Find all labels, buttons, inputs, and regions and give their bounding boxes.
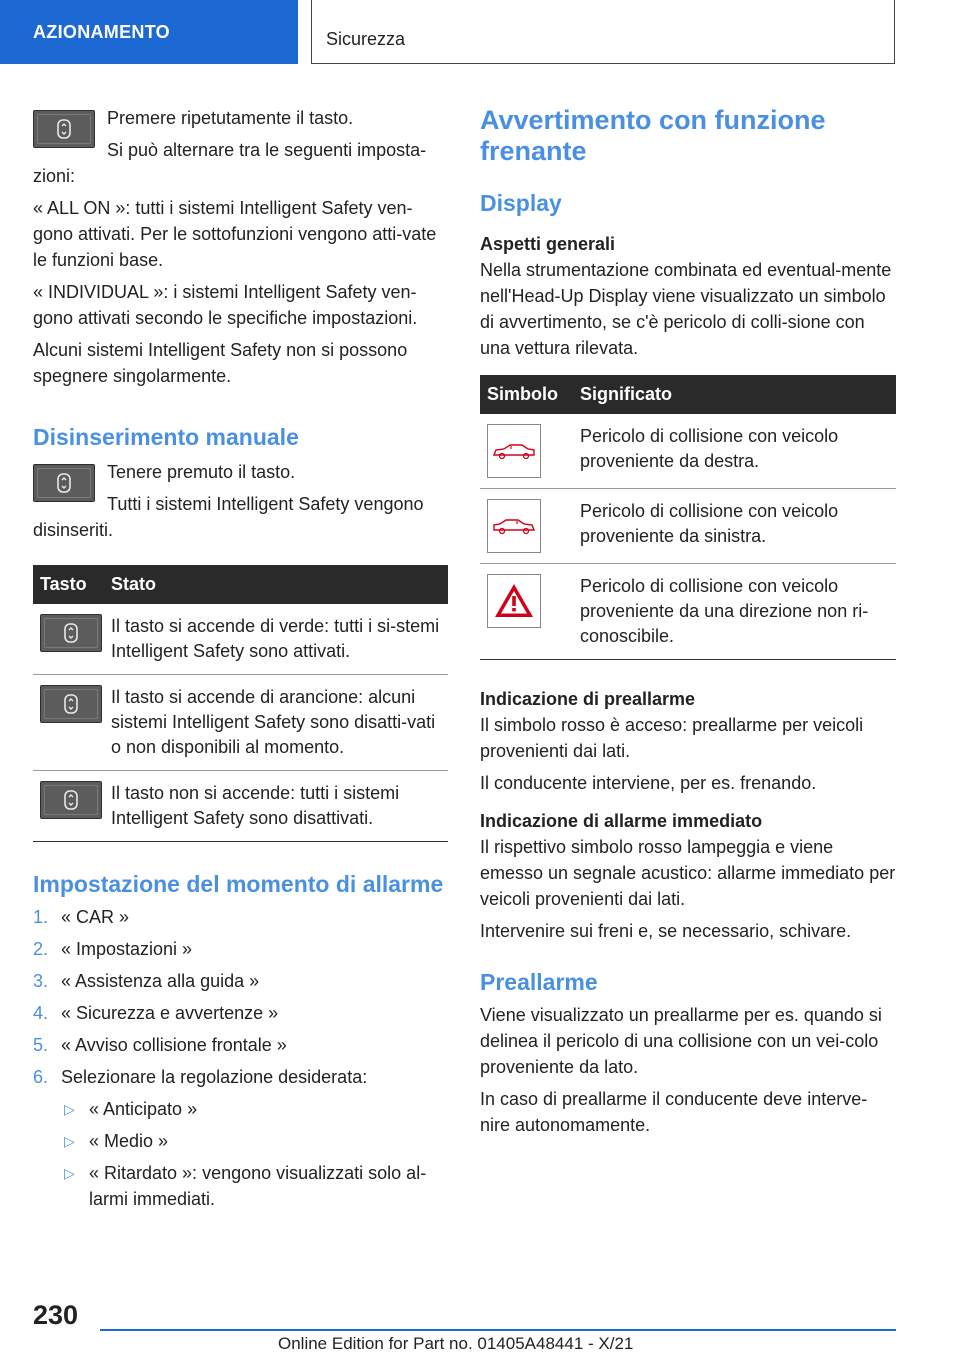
table-row — [33, 675, 448, 771]
individual-text: « INDIVIDUAL »: i sistemi Intelligent Safety ven-gono attivati secondo le specifiche impostazioni. — [33, 282, 418, 328]
list-item: 5. « Avviso collisione frontale » — [33, 1035, 287, 1055]
edition-footer: Online Edition for Part no. 01405A48441 - X/21 — [278, 1334, 634, 1353]
display-heading: Display — [480, 190, 562, 216]
car-right-warning-icon — [487, 424, 541, 478]
prealarm-heading: Preallarme — [480, 969, 598, 995]
state-cell: Il tasto non si accende: tutti i sistemi Intelligent Safety sono disattivati. — [104, 771, 448, 842]
triangle-marker-icon: ▷ — [64, 1133, 75, 1149]
list-item: 6. Selezionare la regolazione desiderata: — [33, 1067, 368, 1087]
table-row — [480, 414, 896, 489]
table-row — [480, 564, 896, 660]
manual-text-2: Tutti i sistemi Intelligent Safety vengono disinseriti. — [33, 494, 424, 540]
car-left-warning-icon — [487, 499, 541, 553]
list-item: ▷ « Ritardato »: vengono visualizzati solo al-larmi immediati. — [61, 1160, 448, 1212]
intro-text-2: Si può alternare tra le seguenti imposta-zioni: — [33, 140, 427, 186]
steps-list — [33, 904, 448, 1090]
manual-text-1: Tenere premuto il tasto. — [107, 462, 296, 482]
col-header-meaning: Significato — [573, 375, 896, 414]
page-title: Avvertimento con funzione frenante — [480, 105, 826, 166]
list-item: ▷ « Medio » — [61, 1128, 448, 1154]
prealarm-indication-text-2: Il conducente interviene, per es. frenando. — [480, 773, 817, 793]
state-cell: Il tasto si accende di verde: tutti i si-stemi Intelligent Safety sono attivati. — [104, 604, 448, 675]
page-number: 230 — [33, 1300, 79, 1330]
note-text: Alcuni sistemi Intelligent Safety non si possono spegnere singolarmente. — [33, 340, 408, 386]
safety-button-icon — [33, 464, 95, 502]
safety-button-icon — [33, 110, 95, 148]
immediate-alarm-text-2: Intervenire sui freni e, se necessario, schivare. — [480, 921, 852, 941]
prealarm-text-2: In caso di preallarme il conducente deve interve-nire autonomamente. — [480, 1089, 868, 1135]
footer-divider — [100, 1329, 896, 1331]
list-item: 4. « Sicurezza e avvertenze » — [33, 1003, 279, 1023]
symbol-table — [480, 375, 896, 660]
left-column — [33, 105, 448, 1218]
triangle-marker-icon: ▷ — [64, 1101, 75, 1117]
right-column — [480, 105, 896, 1138]
col-header-symbol: Simbolo — [480, 375, 573, 414]
meaning-cell: Pericolo di collisione con veicolo proveniente da una direzione non ri-conoscibile. — [573, 564, 896, 660]
prealarm-indication-heading: Indicazione di preallarme — [480, 689, 696, 709]
table-row — [33, 771, 448, 842]
green-safety-button-icon — [40, 614, 102, 652]
table-row — [33, 604, 448, 675]
orange-safety-button-icon — [40, 685, 102, 723]
col-header-button: Tasto — [33, 565, 104, 604]
meaning-cell: Pericolo di collisione con veicolo proveniente da sinistra. — [573, 489, 896, 564]
general-heading: Aspetti generali — [480, 234, 616, 254]
list-item: ▷ « Anticipato » — [61, 1096, 448, 1122]
list-item: 3. « Assistenza alla guida » — [33, 971, 260, 991]
immediate-alarm-heading: Indicazione di allarme immediato — [480, 811, 763, 831]
section-tab: AZIONAMENTO — [0, 0, 298, 64]
prealarm-indication-text-1: Il simbolo rosso è acceso: preallarme per veicoli provenienti dai lati. — [480, 715, 864, 761]
col-header-state: Stato — [104, 565, 448, 604]
all-on-text: « ALL ON »: tutti i sistemi Intelligent Safety ven-gono attivati. Per le sottofunzioni vengono atti-vate le funzioni base. — [33, 198, 437, 270]
meaning-cell: Pericolo di collisione con veicolo proveniente da destra. — [573, 414, 896, 489]
options-list — [33, 1096, 448, 1212]
triangle-marker-icon: ▷ — [64, 1165, 75, 1181]
general-text: Nella strumentazione combinata ed eventual-mente nell'Head-Up Display viene visualizzato un simbolo di avvertimento, se c'è pericolo di colli-sione con una vettura rilevata. — [480, 260, 892, 358]
warning-triangle-icon — [487, 574, 541, 628]
list-item: 2. « Impostazioni » — [33, 939, 193, 959]
intro-text-1: Premere ripetutamente il tasto. — [107, 108, 354, 128]
manual-heading: Disinserimento manuale — [33, 424, 299, 450]
timing-heading: Impostazione del momento di allarme — [33, 871, 444, 897]
immediate-alarm-text-1: Il rispettivo simbolo rosso lampeggia e viene emesso un segnale acustico: allarme immediato per veicoli provenienti dai lati. — [480, 837, 896, 909]
state-cell: Il tasto si accende di arancione: alcuni sistemi Intelligent Safety sono disatti-vati o non disponibili al momento. — [104, 675, 448, 771]
button-state-table — [33, 565, 448, 842]
prealarm-text-1: Viene visualizzato un preallarme per es. quando si delinea il pericolo di una collisione con un vei-colo proveniente da lato. — [480, 1005, 882, 1077]
off-safety-button-icon — [40, 781, 102, 819]
topic-tab: Sicurezza — [311, 0, 895, 64]
list-item: 1. « CAR » — [33, 907, 130, 927]
table-row — [480, 489, 896, 564]
